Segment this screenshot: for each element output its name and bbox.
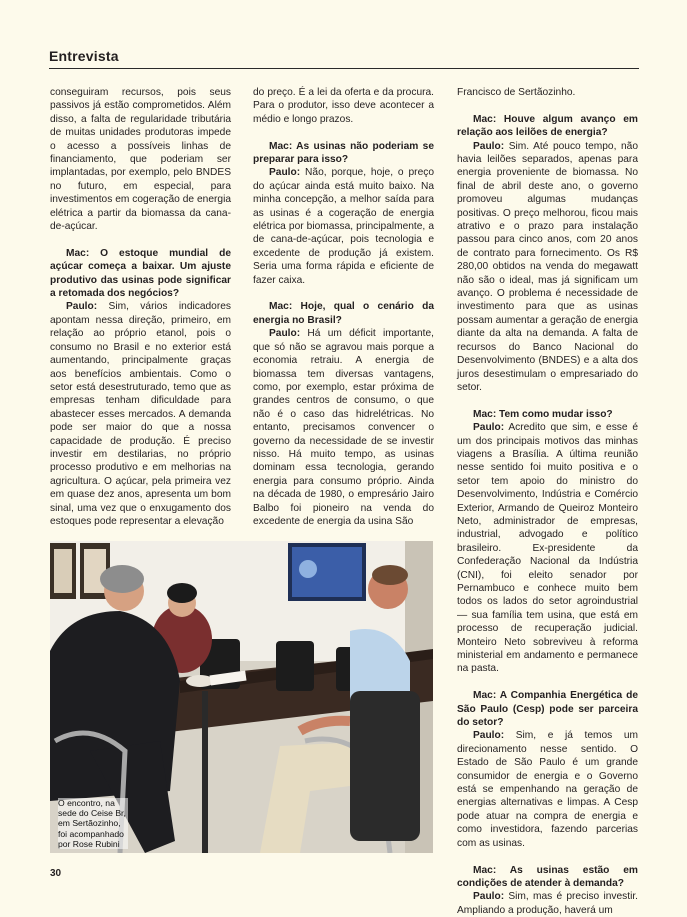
speaker-label: Paulo: — [473, 422, 505, 434]
interview-answer — [457, 729, 638, 850]
answer-text: Há um déficit importante, que só não se agravou mais porque a economia retraiu. A energia de biomassa tem diversas vantagens, como, por exemplo, estar próxima de grandes centros de consumo, o que não é o caso das hidrelétricas. No entanto, precisamos convencer o governo da necessidade de se investir nisso. Há muito tempo, as usinas dominam essa tecnologia, gerando energia para consumo próprio. Ainda na década de 1980, o empresário Jairo Balbo foi pioneiro na venda do excedente de energia da usina São — [253, 328, 434, 527]
answer-text: Sim, mas é preciso investir. Ampliando a produção, haverá um — [457, 891, 638, 916]
interview-answer — [457, 421, 638, 676]
header-divider — [49, 68, 639, 69]
interview-answer — [50, 300, 231, 528]
answer-text: Sim, e já temos um direcionamento nesse sentido. O Estado de São Paulo é um grande consumidor de energia e o Governo está se empenhando na geração de energias alternativas e limpas. A Cesp pode atuar na compra de energia e como investidora, fazendo parcerias com as usinas. — [457, 730, 638, 849]
interview-question: Mac: As usinas estão em condições de atender à demanda? — [457, 864, 638, 889]
interview-question: Mac: Hoje, qual o cenário da energia no Brasil? — [253, 301, 434, 326]
text-column-2 — [253, 86, 434, 527]
paragraph: Francisco de Sertãozinho. — [457, 87, 576, 98]
paragraph: conseguiram recursos, pois seus passivos já estão comprometidos. Além disso, a falta de regularidade tributária de muitas unidades produtoras impede o acesso a possíveis linhas de financiamento, que poderiam ser implantadas, por exemplo, pelo BNDES no futuro, em especial, para investimentos em cogeração de energia elétrica a partir da biomassa da cana-de-açúcar. — [50, 87, 231, 233]
speaker-label: Paulo: — [473, 730, 505, 742]
interview-answer — [457, 140, 638, 395]
answer-text: Acredito que sim, e esse é um dos principais motivos das minhas viagens a Brasília. A última reunião nesse sentido foi muito positiva e o setor tem apoio do ministro do Desenvolvimento, Indústria e Comércio Exterior, Armando de Queiroz Monteiro Neto, administrador de empresas, industrial, advogado e político brasileiro. Ex-presidente da Confederação Nacional da Indústria (CNI), foi eleito senador por Pernambuco e conhece muito bem todos os lados do setor agroindustrial — sua família tem usina, que está em processo de recuperação judicial. Monteiro Neto sobreviveu à reforma ministerial em andamento e permanece na pasta. — [457, 422, 638, 675]
interview-question: Mac: As usinas não poderiam se preparar para isso? — [253, 140, 434, 166]
text-column-1 — [50, 86, 231, 527]
speaker-label: Paulo: — [66, 301, 98, 313]
photo-caption: O encontro, na sede do Ceise Br, em Sertãozinho, foi acompanhado por Rose Rubini — [58, 798, 128, 849]
answer-text: Sim. Até pouco tempo, não havia leilões separados, apenas para energia proveniente de biomassa. No final de abril deste ano, o governo promoveu algumas mudanças positivas. O preço melhorou, ficou mais atrativo e o prazo para instalação passou para cinco anos, com 20 anos de contrato para fornecimento. Os R$ 280,00 obtidos na venda do megawatt não são o ideal, mas já significam um avanço. O problema é necessidade de investimento para que as usinas possam aumentar a geração de energia diante da alta na demanda. A falta de recursos do Banco Nacional do Desenvolvimento (BNDES) e a alta dos juros desestimulam o empresariado do setor. — [457, 140, 638, 393]
text-column-3 — [457, 86, 638, 917]
speaker-label: Paulo: — [473, 140, 505, 152]
page-number: 30 — [50, 868, 62, 879]
interview-answer — [253, 166, 434, 287]
answer-text: Não, porque, hoje, o preço do açúcar ainda está muito baixo. Na minha concepção, a melhor saída para as usinas é a cogeração de energia elétrica por biomassa, principalmente, a de cana-de-açúcar, pois tecnologia e excedente de produção já existem. Seria uma forma rápida e eficiente de fazer caixa. — [253, 167, 434, 286]
speaker-label: Paulo: — [269, 167, 301, 179]
paragraph: do preço. É a lei da oferta e da procura. Para o produtor, isso deve acontecer a médio e longo prazos. — [253, 87, 434, 125]
speaker-label: Paulo: — [269, 328, 301, 340]
interview-question: Mac: O estoque mundial de açúcar começa a baixar. Um ajuste produtivo das usinas pode significar a retomada dos negócios? — [50, 247, 231, 300]
answer-text: Sim, vários indicadores apontam nessa direção, primeiro, em relação ao próprio etanol, pois o consumo no Brasil e no exterior está aumentando, principalmente graças aos benefícios ambientais. Como o setor está desestruturado, temo que as empresas tenham dificuldade para abastecer esses mercados. A demanda pode ser maior do que a nossa capacidade de produção. É preciso investir em destilarias, no próprio processo produtivo e em melhorias na agricultura. O açúcar, pela primeira vez em quase dez anos, apresenta um bom sinal, uma vez que o enxugamento dos estoques pode representar a elevação — [50, 301, 231, 527]
interview-question: Mac: Houve algum avanço em relação aos leilões de energia? — [457, 113, 638, 139]
interview-answer — [253, 327, 434, 528]
interview-question: Mac: A Companhia Energética de São Paulo (Cesp) pode ser parceira do setor? — [457, 690, 638, 729]
speaker-label: Paulo: — [473, 891, 505, 903]
interview-question: Mac: Tem como mudar isso? — [473, 408, 613, 420]
section-title: Entrevista — [49, 48, 119, 64]
